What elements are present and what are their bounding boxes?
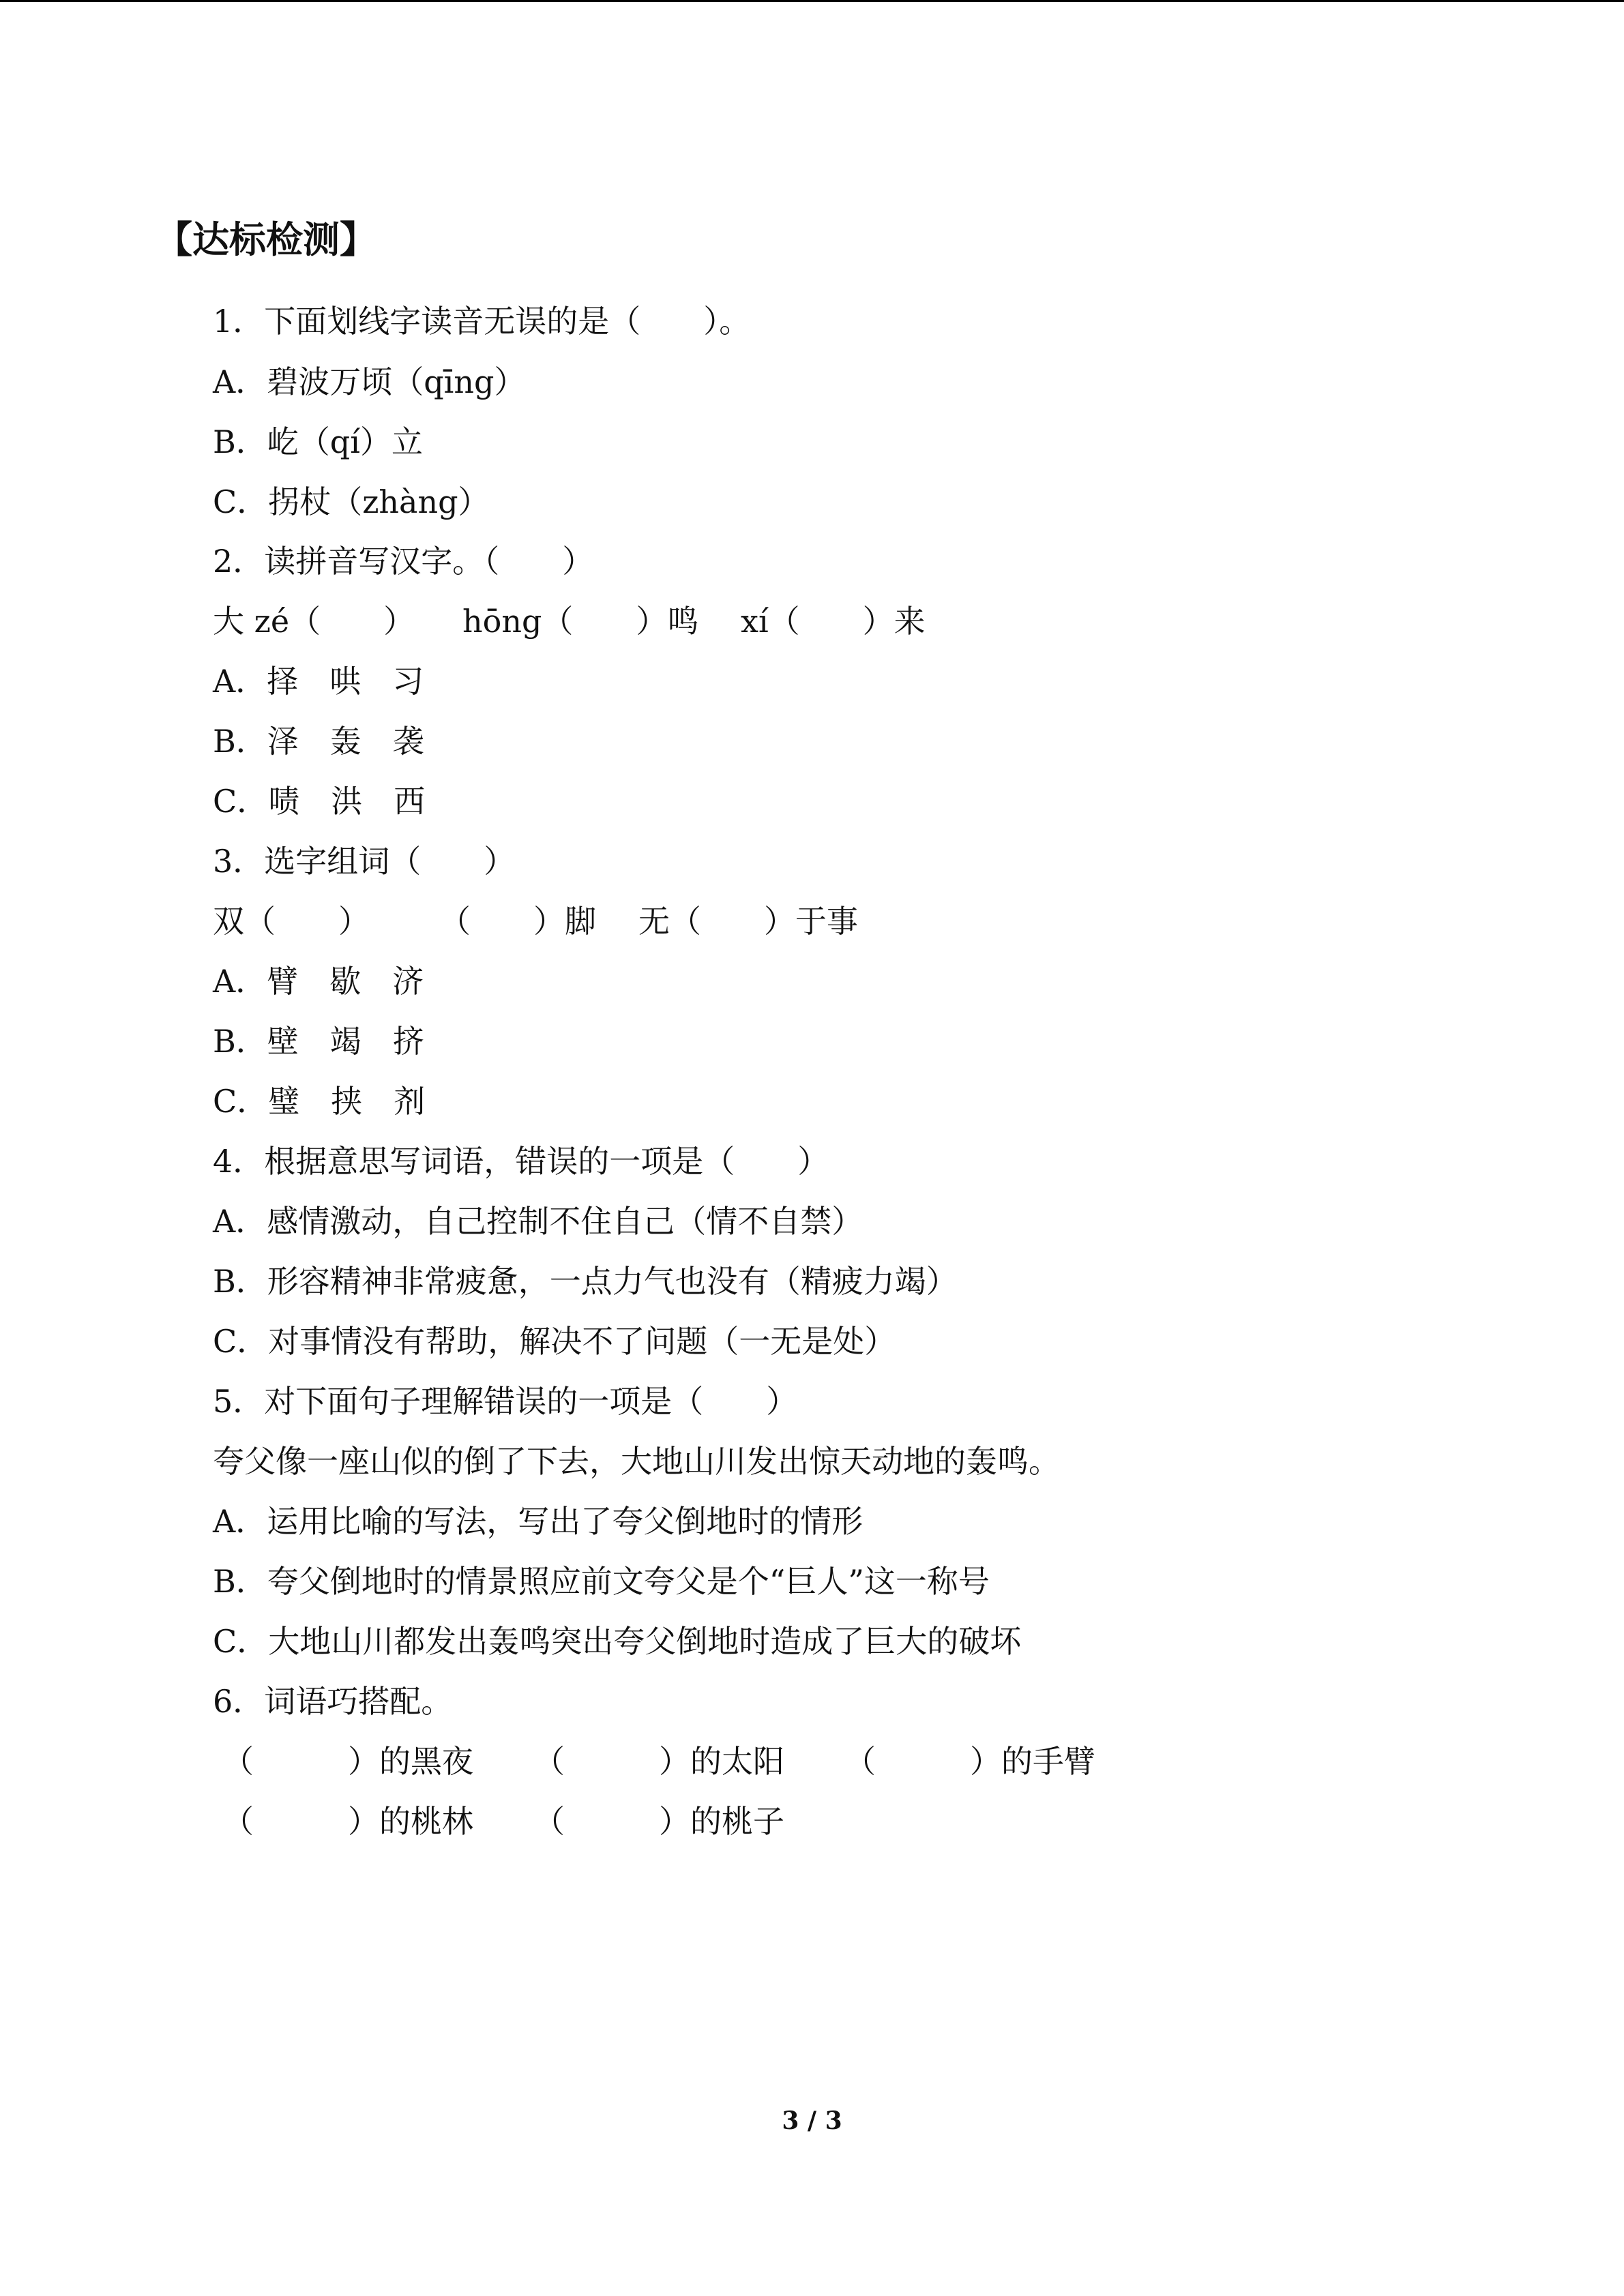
q5-option-b: B．夸父倒地时的情景照应前文夸父是个“巨人”这一称号 (213, 1563, 990, 1600)
q3-option-a: A．臂 歇 济 (213, 963, 424, 1000)
q4-option-b: B．形容精神非常疲惫，一点力气也没有（精疲力竭） (213, 1263, 958, 1300)
q3-blank-3: 无（ ）于事 (638, 903, 858, 940)
q6-stem: 6．词语巧搭配。 (213, 1683, 453, 1720)
q6-item-sun: （ ）的太阳 (533, 1743, 784, 1780)
q2-blank-1: 大 zé（ ） (213, 603, 415, 640)
q3-option-c: C．璧 挟 剂 (213, 1083, 426, 1120)
top-border-rule (0, 0, 1624, 2)
q3-option-b: B．壁 竭 挤 (213, 1023, 424, 1060)
q2-option-a: A．择 哄 习 (213, 663, 424, 700)
q3-blank-1: 双（ ） (213, 903, 370, 940)
q5-option-a: A．运用比喻的写法，写出了夸父倒地时的情形 (213, 1503, 863, 1540)
q4-option-a: A．感情激动，自己控制不住自己（情不自禁） (213, 1203, 863, 1240)
q2-blank-3: xí（ ）来 (741, 603, 926, 640)
q6-item-black-night: （ ）的黑夜 (222, 1743, 473, 1780)
q1-option-a: A．碧波万顷（qīng） (213, 363, 526, 400)
q3-blank-2: （ ）脚 (439, 903, 596, 940)
q1-stem: 1．下面划线字读音无误的是（ ）。 (213, 303, 751, 340)
q5-option-c: C．大地山川都发出轰鸣突出夸父倒地时造成了巨大的破坏 (213, 1623, 1022, 1660)
q1-option-b: B．屹（qí）立 (213, 423, 423, 460)
section-title: 【达标检测】 (156, 218, 377, 261)
q2-option-b: B．泽 轰 袭 (213, 723, 424, 760)
q1-option-c: C．拐杖（zhàng） (213, 483, 490, 520)
q6-item-arm: （ ）的手臂 (844, 1743, 1095, 1780)
q6-item-peach-grove: （ ）的桃林 (222, 1803, 473, 1840)
q2-stem: 2．读拼音写汉字。（ ） (213, 543, 594, 580)
q2-blank-2: hōng（ ）鸣 (462, 603, 699, 640)
q4-stem: 4．根据意思写词语，错误的一项是（ ） (213, 1143, 829, 1180)
q2-option-c: C．啧 洪 西 (213, 783, 426, 820)
q5-sentence: 夸父像一座山似的倒了下去，大地山川发出惊天动地的轰鸣。 (213, 1443, 1060, 1480)
q6-item-peaches: （ ）的桃子 (533, 1803, 784, 1840)
q3-stem: 3．选字组词（ ） (213, 843, 516, 880)
page-number: 3 / 3 (782, 2106, 842, 2135)
q4-option-c: C．对事情没有帮助，解决不了问题（一无是处） (213, 1323, 896, 1360)
q5-stem: 5．对下面句子理解错误的一项是（ ） (213, 1383, 798, 1420)
